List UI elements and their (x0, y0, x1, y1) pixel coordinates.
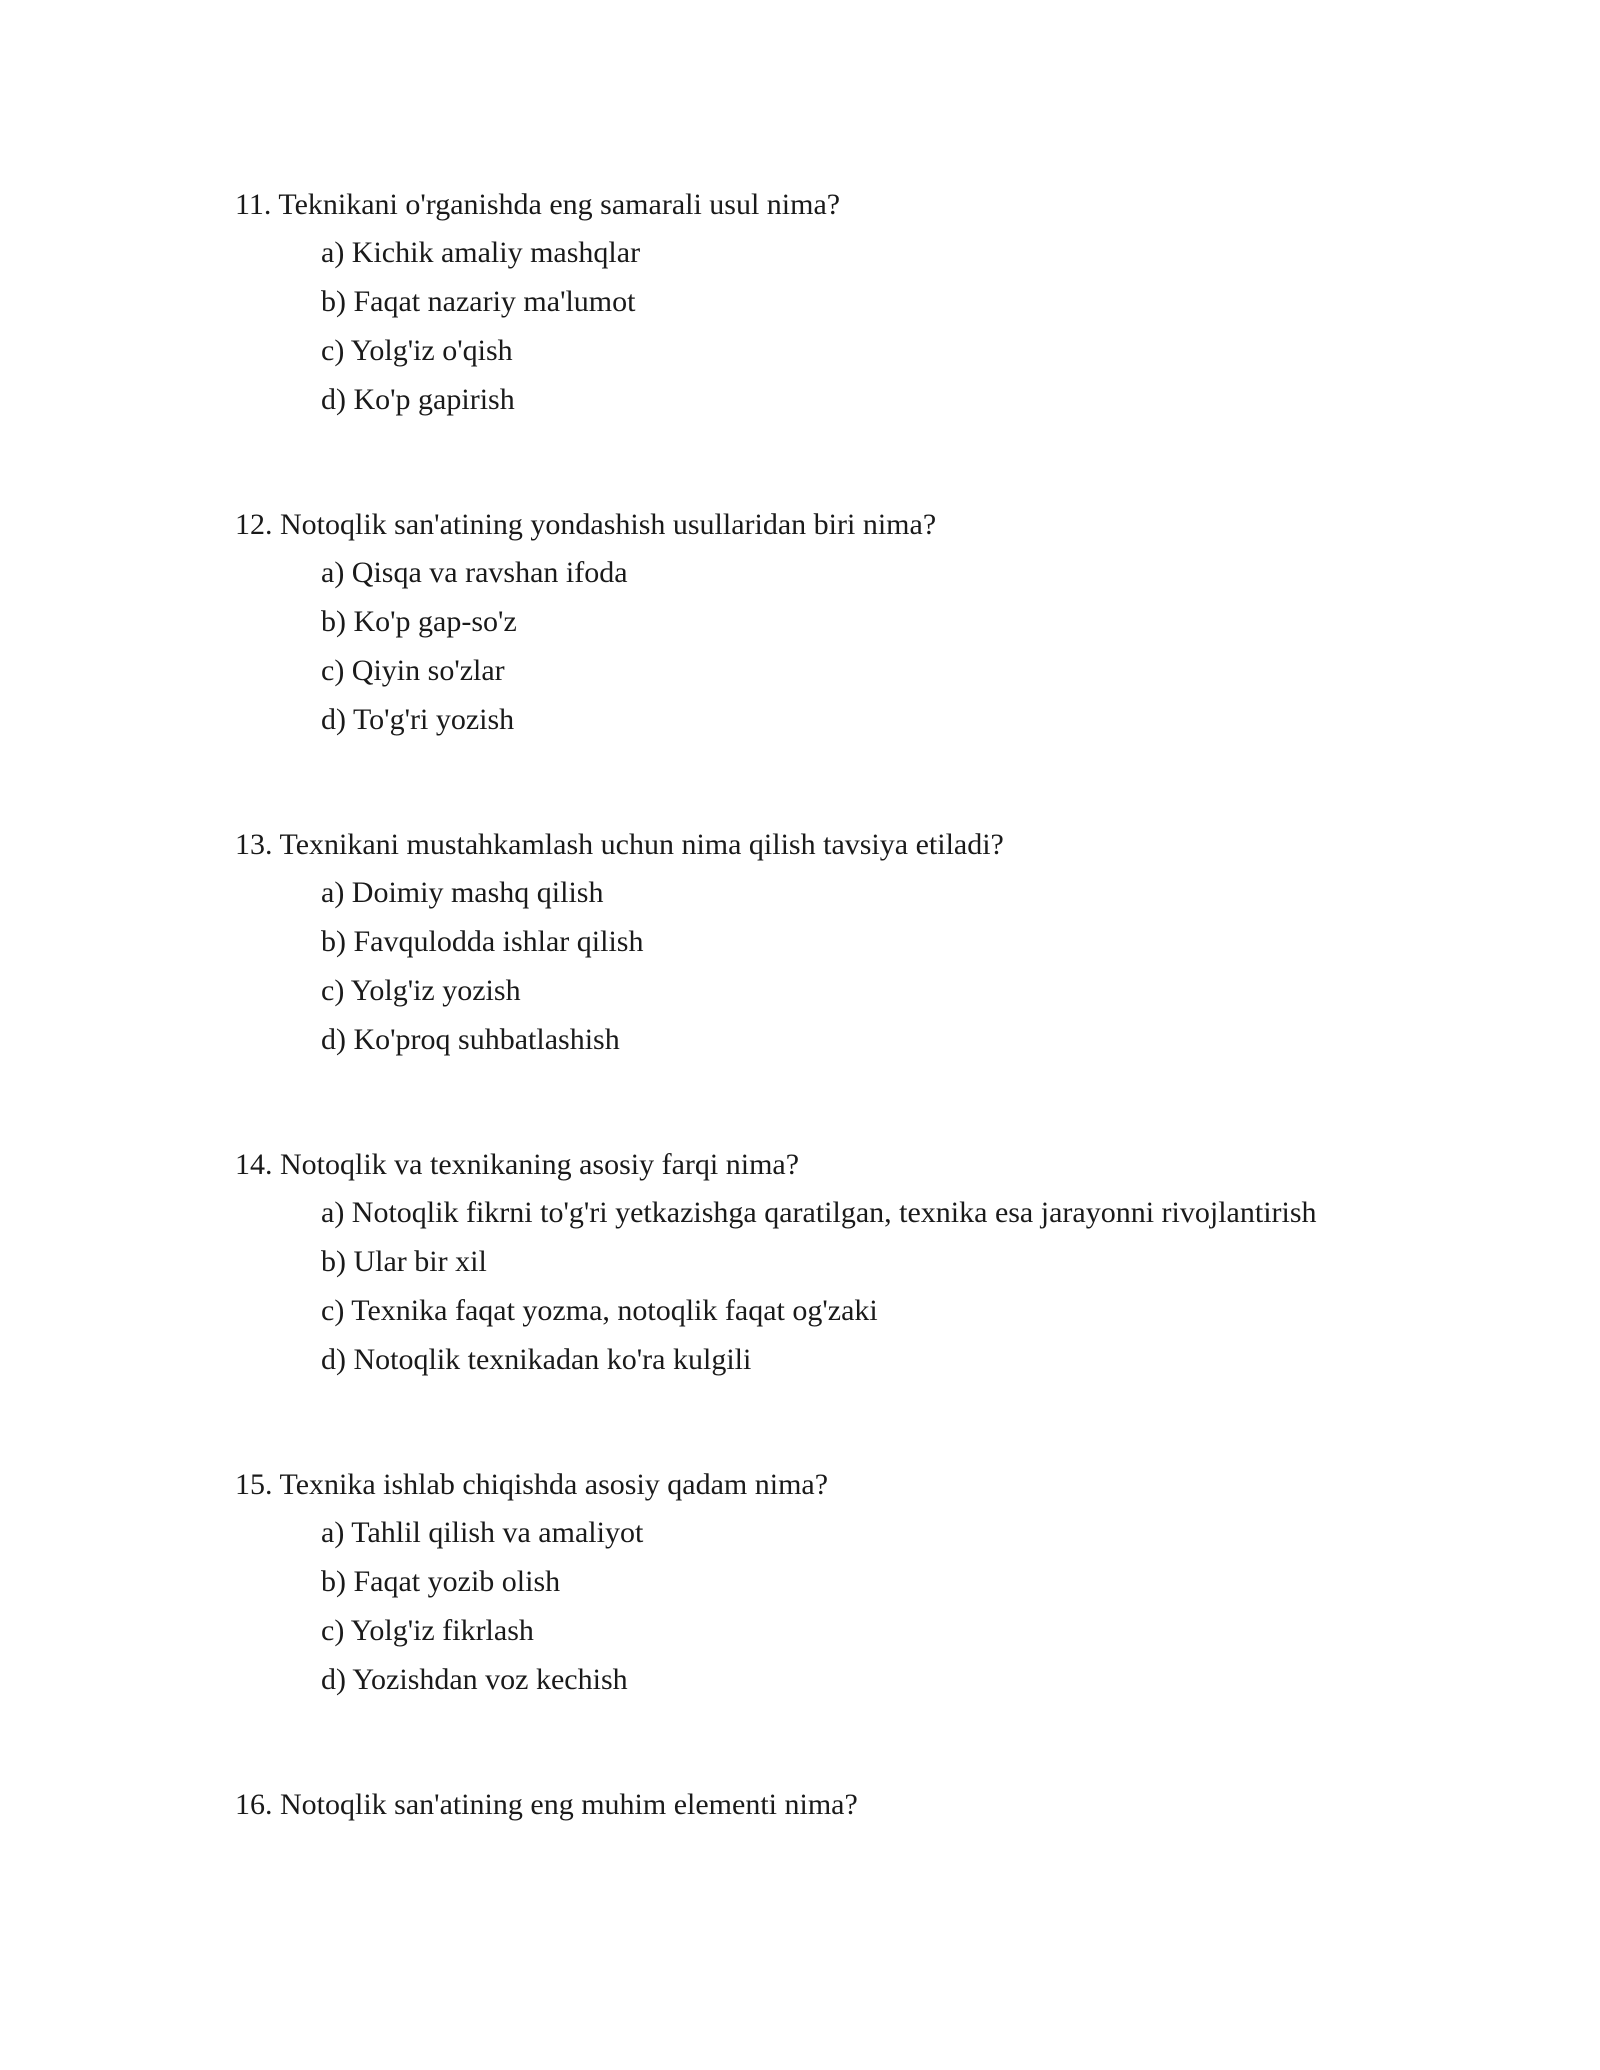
option-b: b) Ular bir xil (321, 1245, 487, 1278)
option-c: c) Yolg'iz fikrlash (321, 1614, 534, 1647)
option-d: d) To'g'ri yozish (321, 703, 515, 736)
option-c: c) Texnika faqat yozma, notoqlik faqat og'zaki (321, 1294, 878, 1327)
option-a: a) Notoqlik fikrni to'g'ri yetkazishga qaratilgan, texnika esa jarayonni rivojlantirish (321, 1196, 1317, 1229)
option-d: d) Ko'proq suhbatlashish (321, 1023, 620, 1056)
question-text: 13. Texnikani mustahkamlash uchun nima qilish tavsiya etiladi? (235, 828, 1004, 861)
question-16 (235, 1788, 1485, 1822)
option-c: c) Qiyin so'zlar (321, 654, 505, 687)
option-d: d) Yozishdan voz kechish (321, 1663, 628, 1696)
option-a: a) Qisqa va ravshan ifoda (321, 556, 628, 589)
option-c: c) Yolg'iz o'qish (321, 334, 513, 367)
option-a: a) Doimiy mashq qilish (321, 876, 604, 909)
question-11 (235, 188, 1485, 432)
question-text: 15. Texnika ishlab chiqishda asosiy qadam nima? (235, 1468, 829, 1501)
question-text: 11. Teknikani o'rganishda eng samarali usul nima? (235, 188, 841, 221)
option-c: c) Yolg'iz yozish (321, 974, 521, 1007)
question-15 (235, 1468, 1485, 1712)
option-b: b) Faqat nazariy ma'lumot (321, 285, 636, 318)
options-list (235, 876, 1485, 1072)
option-d: d) Notoqlik texnikadan ko'ra kulgili (321, 1343, 752, 1376)
option-a: a) Tahlil qilish va amaliyot (321, 1516, 644, 1549)
question-13 (235, 828, 1485, 1072)
question-12 (235, 508, 1485, 752)
options-list (235, 1196, 1485, 1392)
option-b: b) Ko'p gap-so'z (321, 605, 517, 638)
options-list (235, 236, 1485, 432)
question-14 (235, 1148, 1485, 1392)
question-text: 16. Notoqlik san'atining eng muhim elementi nima? (235, 1788, 858, 1821)
question-text: 12. Notoqlik san'atining yondashish usullaridan biri nima? (235, 508, 937, 541)
question-text: 14. Notoqlik va texnikaning asosiy farqi nima? (235, 1148, 800, 1181)
option-a: a) Kichik amaliy mashqlar (321, 236, 641, 269)
option-b: b) Favqulodda ishlar qilish (321, 925, 644, 958)
options-list (235, 1516, 1485, 1712)
option-b: b) Faqat yozib olish (321, 1565, 561, 1598)
options-list (235, 556, 1485, 752)
option-d: d) Ko'p gapirish (321, 383, 515, 416)
